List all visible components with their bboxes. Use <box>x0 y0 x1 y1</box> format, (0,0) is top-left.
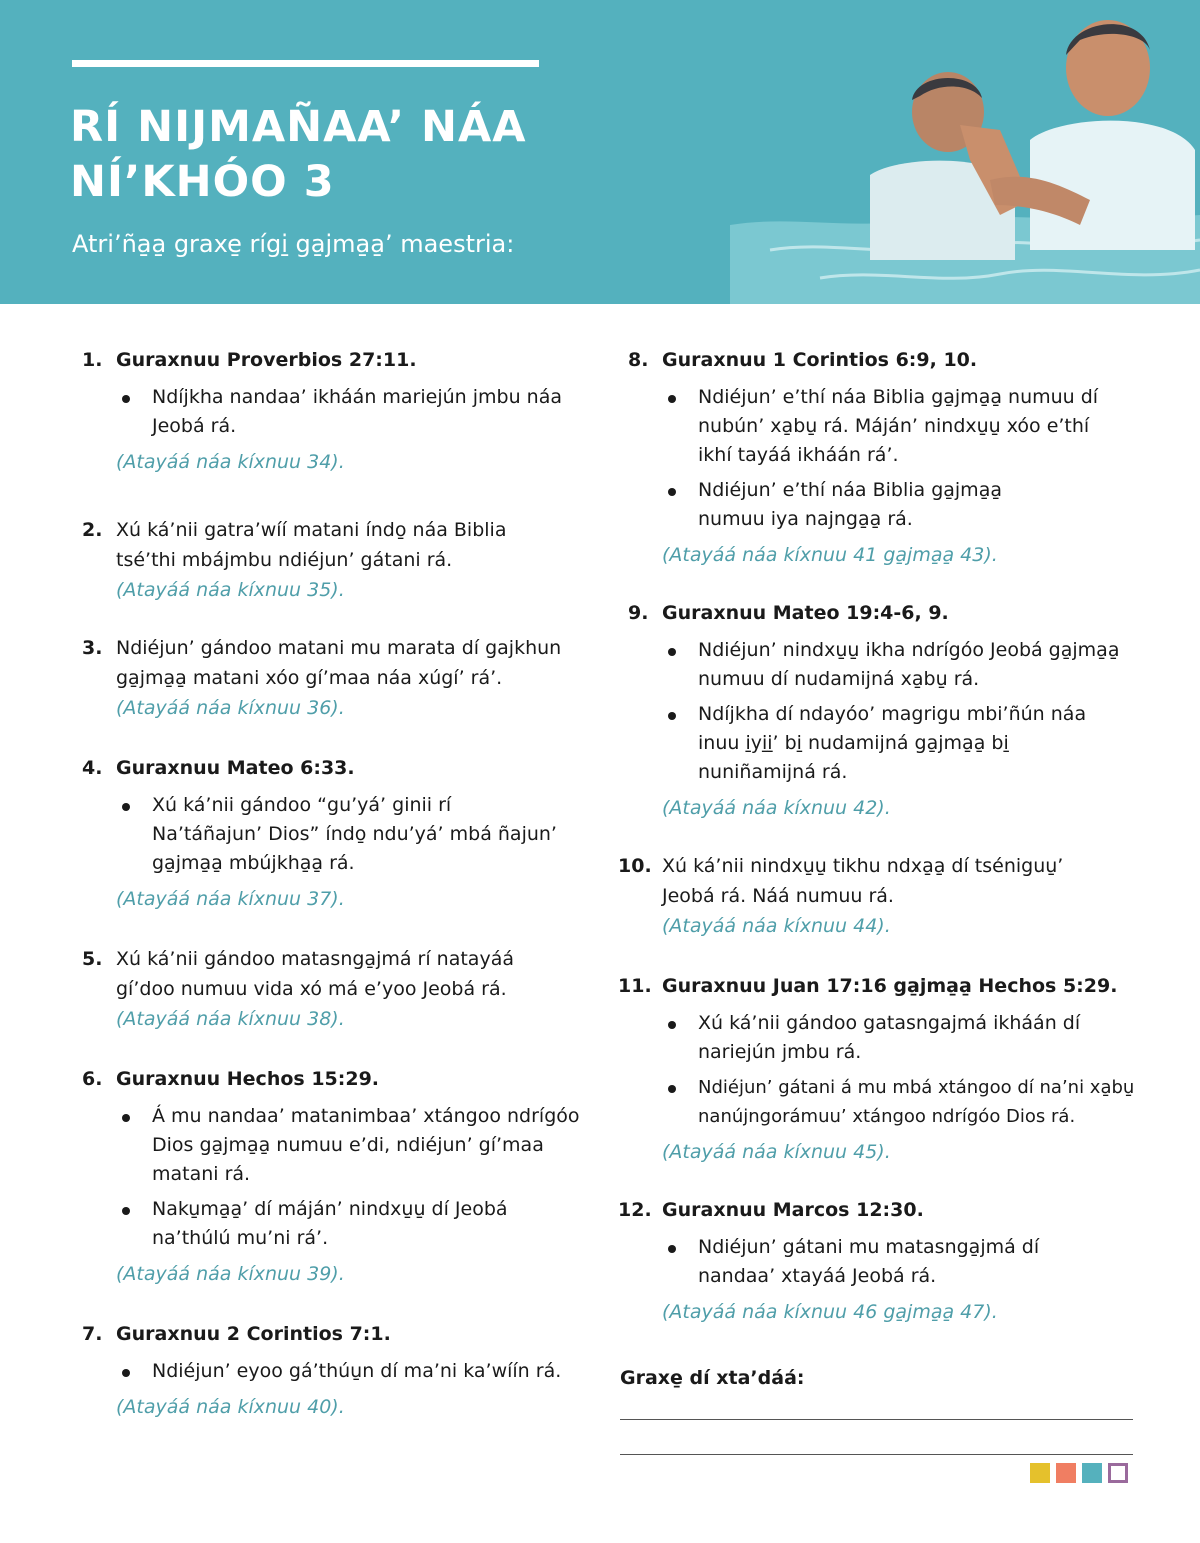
reference-link[interactable]: (Atayáá náa kíxnuu 44). <box>662 915 891 937</box>
item-heading: Guraxnuu Mateo 19:4-6, 9. <box>662 602 949 624</box>
title-line-2: NÍ’KHÓO 3 <box>70 157 335 207</box>
bullet-item: Ndíjkha nandaa’ ikháán mariejún jmbu náa Jeobá rá. <box>116 383 576 441</box>
item-heading: Guraxnuu Mateo 6:33. <box>116 757 355 779</box>
notes-line[interactable] <box>620 1419 1133 1420</box>
header-rule <box>72 60 539 67</box>
reference-link[interactable]: (Atayáá náa kíxnuu 36). <box>116 697 345 719</box>
question-item-10 <box>618 851 1158 941</box>
reference-link[interactable]: (Atayáá náa kíxnuu 46 ga̱jma̱a̱ 47). <box>662 1301 998 1323</box>
bullet-item: Ndiéjun’ nindxu̱u̱ ikha ndrígóo Jeobá ga̱jma̱a̱ numuu dí nudamijná xa̱bu̱ rá. <box>662 636 1122 694</box>
bullet-item: Xú ká’nii gándoo “gu’yá’ ginii rí Na’táñajun’ Dios” índo̱ ndu’yá’ mbá ñajun’ ga̱jma̱a̱ mbújkha̱a̱ rá. <box>116 791 566 878</box>
bullet-item: Ndiéjun’ e’thí náa Biblia ga̱jma̱a̱ numuu iya najnga̱a̱ rá. <box>662 476 1062 534</box>
item-number: 8. <box>628 349 649 371</box>
reference-link[interactable]: (Atayáá náa kíxnuu 45). <box>662 1141 891 1163</box>
item-text: Xú ká’nii gándoo matasnga̱jmá rí natayáá gí’doo numuu vida xó má e’yoo Jeobá rá. <box>116 948 514 1000</box>
bullet-list <box>116 383 592 441</box>
question-item-2 <box>82 515 592 605</box>
bullet-list <box>116 1357 592 1386</box>
question-item-4 <box>82 753 592 914</box>
item-number: 7. <box>82 1323 103 1345</box>
reference-link[interactable]: (Atayáá náa kíxnuu 40). <box>116 1396 345 1418</box>
footer-color-squares <box>1030 1463 1128 1483</box>
item-text: Ndiéjun’ gándoo matani mu marata dí gajkhun ga̱jma̱a̱ matani xóo gí’maa náa xúgí’ rá’. <box>116 637 562 689</box>
reference-link[interactable]: (Atayáá náa kíxnuu 39). <box>116 1263 345 1285</box>
item-number: 2. <box>82 519 103 541</box>
bullet-list <box>662 1009 1158 1131</box>
page-subtitle: Atri’ña̱a̱ graxe̱ rígi̱ ga̱jma̱a̱’ maestria: <box>72 230 515 258</box>
reference-link[interactable]: (Atayáá náa kíxnuu 38). <box>116 1008 345 1030</box>
right-column <box>618 345 1158 1455</box>
reference-link[interactable]: (Atayáá náa kíxnuu 42). <box>662 797 891 819</box>
teal-square <box>1082 1463 1102 1483</box>
bullet-list <box>116 791 592 878</box>
notes-section <box>620 1363 1133 1455</box>
question-item-9 <box>628 598 1158 823</box>
question-item-5 <box>82 944 592 1034</box>
bullet-list <box>662 1233 1158 1291</box>
bullet-item: Naku̱ma̱a̱’ dí máján’ nindxu̱u̱ dí Jeobá na’thúlú mu’ni rá’. <box>116 1195 536 1253</box>
baptism-illustration <box>730 0 1200 304</box>
question-item-6 <box>82 1064 592 1289</box>
item-number: 1. <box>82 349 103 371</box>
bullet-item: Ndiéjun’ gátani á mu mbá xtángoo dí na’ni xa̱bu̱ nanújngorámuu’ xtángoo ndrígóo Dios rá. <box>662 1073 1162 1131</box>
question-item-7 <box>82 1319 592 1422</box>
header-banner <box>0 0 1200 304</box>
item-number: 5. <box>82 948 103 970</box>
item-text: Xú ká’nii nindxu̱u̱ tikhu ndxa̱a̱ dí tséniguu̱’ Jeobá rá. Náá numuu rá. <box>662 855 1064 907</box>
bullet-list <box>662 636 1158 787</box>
question-item-1 <box>82 345 592 477</box>
notes-label: Graxe̱ dí xta’dáá: <box>620 1367 805 1389</box>
orange-square <box>1056 1463 1076 1483</box>
purple-outline-square <box>1108 1463 1128 1483</box>
item-heading: Guraxnuu Marcos 12:30. <box>662 1199 924 1221</box>
question-item-12 <box>618 1195 1158 1327</box>
item-number: 9. <box>628 602 649 624</box>
item-heading: Guraxnuu Proverbios 27:11. <box>116 349 417 371</box>
bullet-item: Ndíjkha dí ndayóo’ magrigu mbi’ñún náa inuu i̱yi̱i̱’ bi̱ nudamijná ga̱jma̱a̱ bi̱ nuniñamijná rá. <box>662 700 1102 787</box>
yellow-square <box>1030 1463 1050 1483</box>
reference-link[interactable]: (Atayáá náa kíxnuu 37). <box>116 888 345 910</box>
item-number: 6. <box>82 1068 103 1090</box>
question-item-8 <box>628 345 1158 570</box>
item-heading: Guraxnuu Juan 17:16 ga̱jma̱a̱ Hechos 5:29. <box>662 975 1118 997</box>
reference-link[interactable]: (Atayáá náa kíxnuu 34). <box>116 451 345 473</box>
item-number: 12. <box>618 1199 652 1221</box>
bullet-item: Á mu nandaa’ matanimbaa’ xtángoo ndrígóo Dios ga̱jma̱a̱ numuu e’di, ndiéjun’ gí’maa matani rá. <box>116 1102 596 1189</box>
left-column <box>82 345 592 1422</box>
reference-link[interactable]: (Atayáá náa kíxnuu 35). <box>116 579 345 601</box>
reference-link[interactable]: (Atayáá náa kíxnuu 41 ga̱jma̱a̱ 43). <box>662 544 998 566</box>
bullet-list <box>662 383 1158 534</box>
notes-line[interactable] <box>620 1454 1133 1455</box>
bullet-list <box>116 1102 592 1253</box>
item-text: Xú ká’nii gatra’wíí matani índo̱ náa Biblia tsé’thi mbájmbu ndiéjun’ gátani rá. <box>116 519 507 571</box>
item-number: 11. <box>618 975 652 997</box>
item-number: 10. <box>618 855 652 877</box>
question-item-3 <box>82 633 592 723</box>
bullet-item: Ndiéjun’ gátani mu matasnga̱jmá dí nandaa’ xtayáá Jeobá rá. <box>662 1233 1082 1291</box>
page-title <box>70 100 590 210</box>
item-heading: Guraxnuu 2 Corintios 7:1. <box>116 1323 391 1345</box>
bullet-item: Xú ká’nii gándoo gatasngajmá ikháán dí nariejún jmbu rá. <box>662 1009 1102 1067</box>
question-item-11 <box>618 971 1158 1167</box>
item-heading: Guraxnuu Hechos 15:29. <box>116 1068 380 1090</box>
bullet-item: Ndiéjun’ e’thí náa Biblia ga̱jma̱a̱ numuu dí nubún’ xa̱bu̱ rá. Máján’ nindxu̱u̱ xóo e’thí ikhí tayáá ikháán rá’. <box>662 383 1112 470</box>
item-number: 4. <box>82 757 103 779</box>
title-line-1: RÍ NIJMAÑAA’ NÁA <box>70 102 527 152</box>
item-number: 3. <box>82 637 103 659</box>
bullet-item: Ndiéjun’ eyoo gá’thúu̱n dí ma’ni ka’wíín rá. <box>116 1357 596 1386</box>
item-heading: Guraxnuu 1 Corintios 6:9, 10. <box>662 349 978 371</box>
